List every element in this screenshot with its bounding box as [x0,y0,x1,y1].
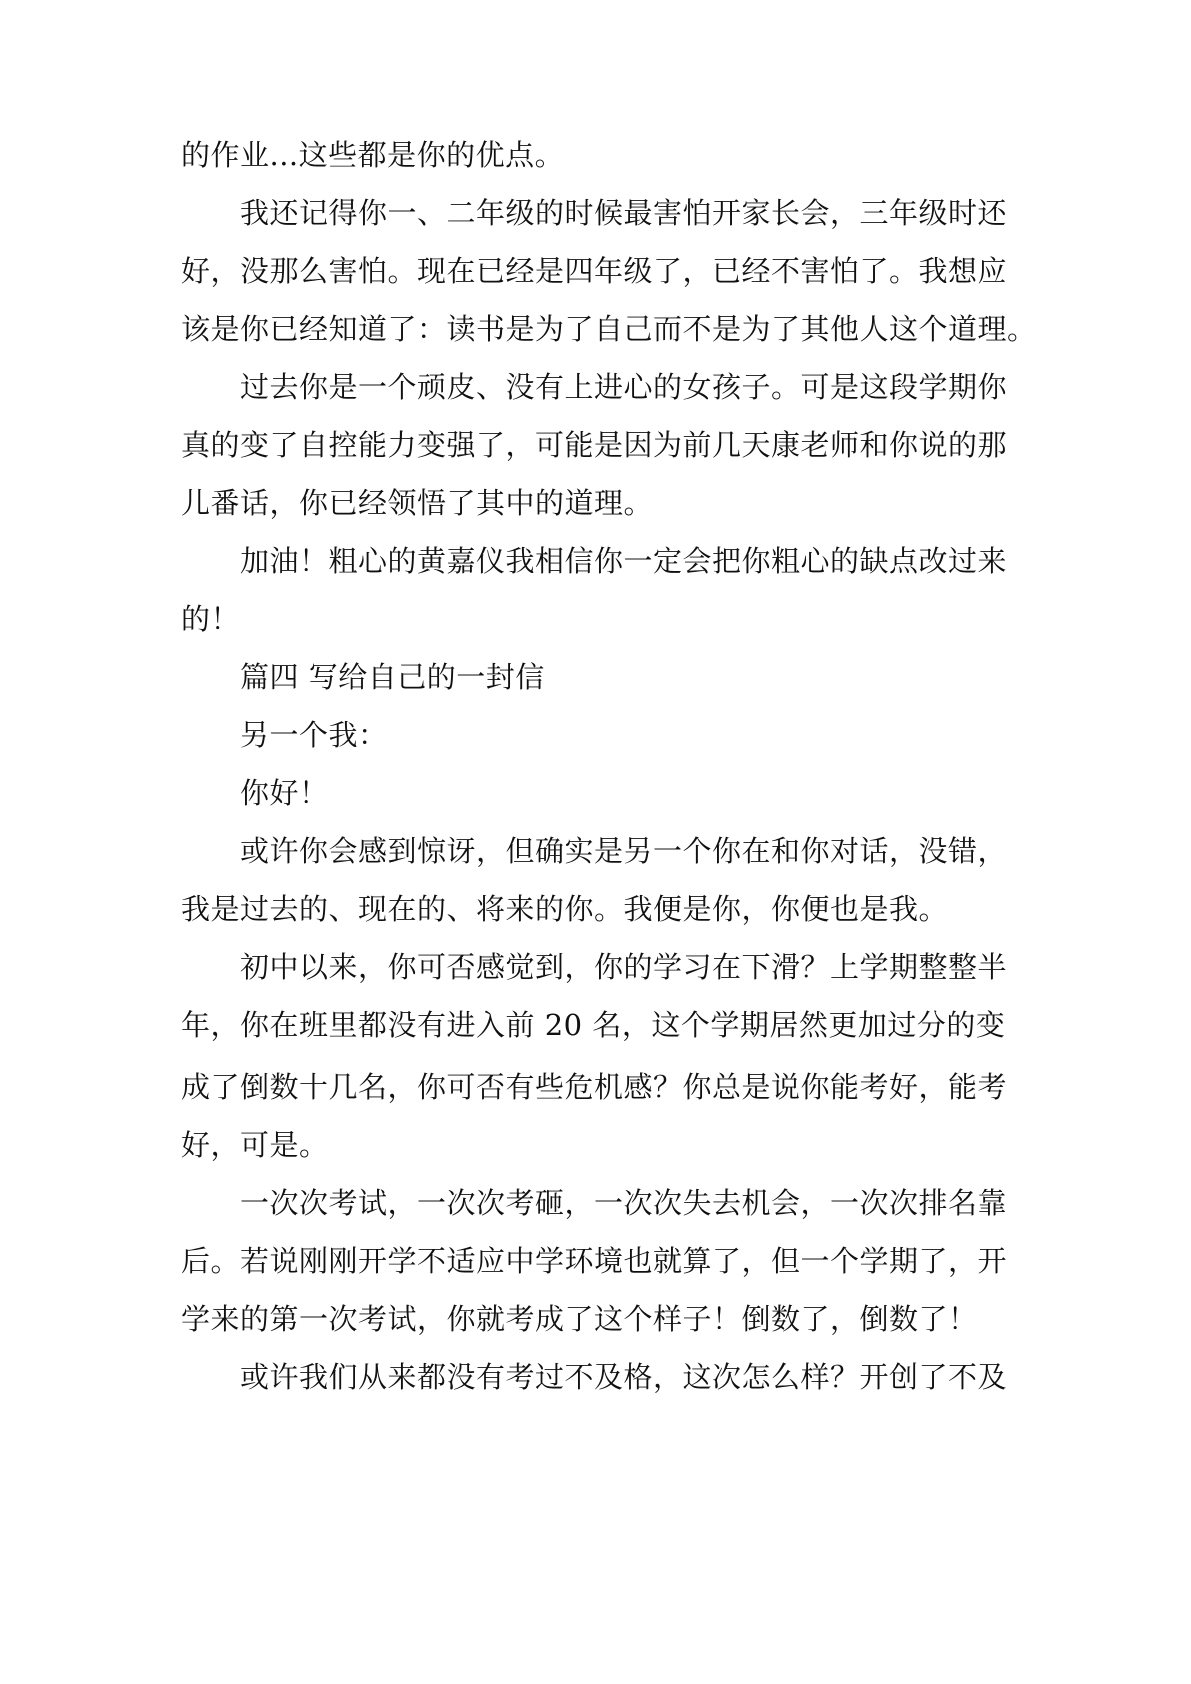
text-line: 该是你已经知道了：读书是为了自己而不是为了其他人这个道理。 [181,312,1037,346]
text-line: 学来的第一次考试，你就考成了这个样子！倒数了，倒数了！ [181,1302,978,1336]
text-line: 真的变了自控能力变强了，可能是因为前几天康老师和你说的那 [181,428,1008,462]
text-line: 的作业...这些都是你的优点。 [181,138,565,172]
text-line: 初中以来，你可否感觉到，你的学习在下滑？上学期整整半 [240,950,1008,984]
letter-salutation: 另一个我： [240,718,388,752]
text-line: 一次次考试，一次次考砸，一次次失去机会，一次次排名靠 [240,1186,1008,1220]
text-line: 成了倒数十几名，你可否有些危机感？你总是说你能考好，能考 [181,1070,1008,1104]
text-line: 我是过去的、现在的、将来的你。我便是你，你便也是我。 [181,892,949,926]
text-line: 或许我们从来都没有考过不及格，这次怎么样？开创了不及 [240,1360,1008,1394]
letter-greeting: 你好！ [240,776,329,810]
text-line: 后。若说刚刚开学不适应中学环境也就算了，但一个学期了，开 [181,1244,1008,1278]
text-line: 我还记得你一、二年级的时候最害怕开家长会，三年级时还 [240,196,1008,230]
text-line: 的！ [181,602,241,636]
section-heading: 篇四 写给自己的一封信 [240,660,545,694]
text-line: 儿番话，你已经领悟了其中的道理。 [181,486,654,520]
text-line: 过去你是一个顽皮、没有上进心的女孩子。可是这段学期你 [240,370,1008,404]
text-line: 加油！粗心的黄嘉仪我相信你一定会把你粗心的缺点改过来 [240,544,1008,578]
text-line: 好，没那么害怕。现在已经是四年级了，已经不害怕了。我想应 [181,254,1008,288]
text-line: 或许你会感到惊讶，但确实是另一个你在和你对话，没错， [240,834,1008,868]
text-line: 好，可是。 [181,1128,329,1162]
text-line: 年，你在班里都没有进入前 20 名，这个学期居然更加过分的变 [181,1008,1006,1042]
